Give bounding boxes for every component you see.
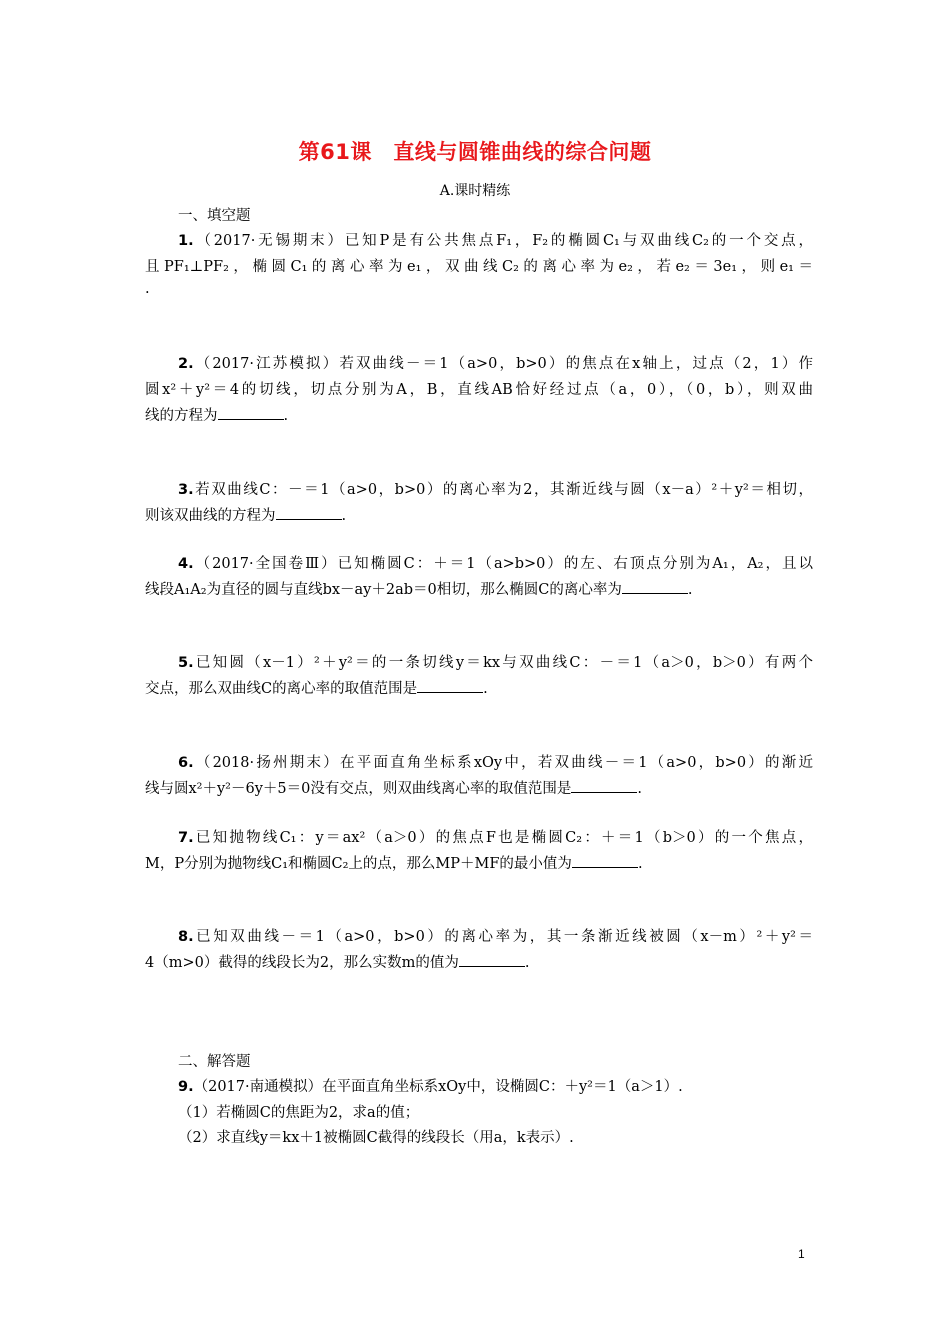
question-5-line-2: 交点，那么双曲线C的离心率的取值范围是 .	[145, 681, 488, 697]
answer-blank	[571, 780, 637, 793]
question-9-part-1: （1）若椭圆C的焦距为2，求a的值；	[178, 1105, 420, 1121]
page-number: 1	[798, 1247, 805, 1261]
section-solutions: 二、解答题	[178, 1054, 251, 1070]
question-9-part-2: （2）求直线y＝kx＋1被椭圆C截得的线段长（用a，k表示）.	[178, 1130, 574, 1146]
question-1-line-2: 且PF₁⊥PF₂，椭圆C₁的离心率为e₁，双曲线C₂的离心率为e₂，若e₂＝3e₁，则e₁＝	[145, 259, 813, 275]
question-6-line-2: 线与圆x²＋y²－6y＋5＝0没有交点，则双曲线离心率的取值范围是 .	[145, 781, 642, 797]
question-9-line-1: 9.（2017·南通模拟）在平面直角坐标系xOy中，设椭圆C：＋y²＝1（a＞1）.	[178, 1079, 683, 1095]
answer-blank	[572, 855, 638, 868]
question-7-line-1: 7.已知抛物线C₁：y＝ax²（a＞0）的焦点F也是椭圆C₂：＋＝1（b＞0）的一个焦点，	[178, 830, 813, 846]
question-5-line-1: 5.已知圆（x－1）²＋y²＝的一条切线y＝kx与双曲线C：－＝1（a＞0，b＞0）有两个	[178, 655, 813, 671]
question-3-line-1: 3.若双曲线C：－＝1（a>0，b>0）的离心率为2，其渐近线与圆（x－a）²＋y²＝相切，	[178, 482, 813, 498]
answer-blank	[218, 407, 284, 420]
question-2-line-1: 2.（2017·江苏模拟）若双曲线－＝1（a>0，b>0）的焦点在x轴上，过点（2，1）作	[178, 356, 813, 372]
question-3-line-2: 则该双曲线的方程为 .	[145, 508, 347, 524]
answer-blank	[622, 581, 688, 594]
section-fill-in: 一、填空题	[178, 208, 251, 224]
page-subtitle: A.课时精练	[439, 183, 511, 199]
question-2-line-3: 线的方程为 .	[145, 408, 289, 424]
question-8-line-2: 4（m>0）截得的线段长为2，那么实数m的值为 .	[145, 955, 530, 971]
question-6-line-1: 6.（2018·扬州期末）在平面直角坐标系xOy中，若双曲线－＝1（a>0，b>0）的渐近	[178, 755, 813, 771]
question-8-line-1: 8.已知双曲线－＝1（a>0，b>0）的离心率为，其一条渐近线被圆（x－m）²＋y²＝	[178, 929, 813, 945]
question-2-line-2: 圆x²＋y²＝4的切线，切点分别为A，B，直线AB恰好经过点（a，0），（0，b），则双曲	[145, 382, 813, 398]
question-4-line-1: 4.（2017·全国卷Ⅲ）已知椭圆C：＋＝1（a>b>0）的左、右顶点分别为A₁，A₂，且以	[178, 556, 813, 572]
answer-blank	[417, 680, 483, 693]
page-title: 第61课 直线与圆锥曲线的综合问题	[298, 140, 652, 164]
question-7-line-2: M，P分别为抛物线C₁和椭圆C₂上的点，那么MP＋MF的最小值为 .	[145, 856, 643, 872]
answer-blank	[459, 954, 525, 967]
question-1-line-3: .	[145, 281, 150, 297]
question-4-line-2: 线段A₁A₂为直径的圆与直线bx－ay＋2ab＝0相切，那么椭圆C的离心率为 .	[145, 582, 693, 598]
question-1-line-1: 1.（2017·无锡期末）已知P是有公共焦点F₁，F₂的椭圆C₁与双曲线C₂的一个交点，	[178, 233, 813, 249]
answer-blank	[276, 507, 342, 520]
